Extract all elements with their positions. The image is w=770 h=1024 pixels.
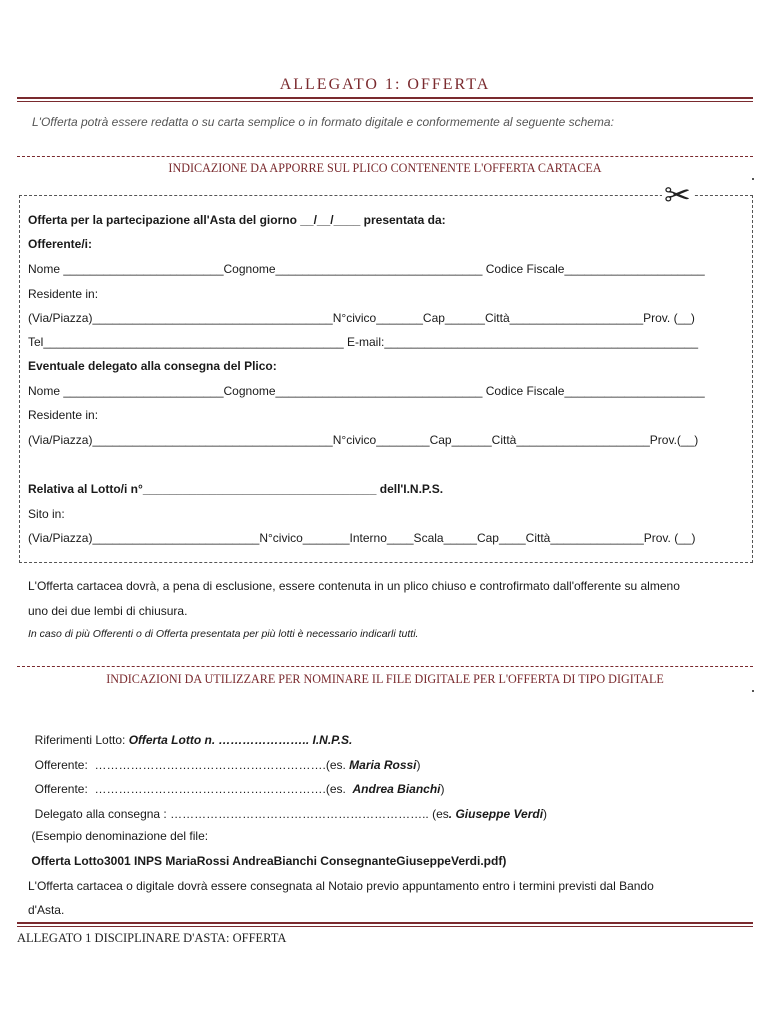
multiple-offers-note: In caso di più Offerenti o di Offerta presentata per più lotti è necessario indicarli tutti. — [28, 628, 419, 640]
offerente-contact-line: Tel_____________________________________________ E-mail:_______________________________________________ — [28, 335, 699, 349]
footer-rule-thin — [17, 926, 753, 927]
page-title: ALLEGATO 1: OFFERTA — [279, 76, 491, 93]
scissors-icon: ✂ — [664, 177, 691, 213]
section2-tick — [752, 690, 754, 692]
offerente-residence-label: Residente in: — [28, 287, 99, 301]
site-label: Sito in: — [28, 507, 65, 521]
delegate-address-line: (Via/Piazza)____________________________________N°civico________Cap______Città____________________Prov.(__) — [28, 433, 699, 447]
section1-tick — [752, 178, 754, 180]
offerente-example-2-name: Andrea Bianchi — [352, 782, 441, 796]
delegate-example-close: ) — [543, 807, 548, 821]
offerente-example-2 — [28, 768, 445, 796]
site-address-line: (Via/Piazza)_________________________N°civico_______Interno____Scala_____Cap____Città______________Prov. (__) — [28, 531, 696, 545]
offerente-example-2-label: Offerente: ………………………………………………….(es. — [34, 782, 353, 796]
section2-title: INDICAZIONI DA UTILIZZARE PER NOMINARE IL FILE DIGITALE PER L'OFFERTA DI TIPO DIGITALE — [106, 672, 664, 686]
section1-title: INDICAZIONE DA APPORRE SUL PLICO CONTENENTE L'OFFERTA CARTACEA — [168, 161, 602, 175]
delegate-example-label: Delegato alla consegna : ……………………………………………………….. (es — [34, 807, 449, 821]
offer-date-line: Offerta per la partecipazione all'Asta del giorno __/__/____ presentata da: — [28, 213, 446, 227]
delegate-residence-label: Residente in: — [28, 408, 99, 422]
delivery-note-1: L'Offerta cartacea o digitale dovrà essere consegnata al Notaio previo appuntamento entro i termini previsti dal Bando — [28, 879, 654, 893]
file-example-value: Offerta Lotto3001 INPS MariaRossi AndreaBianchi ConsegnanteGiuseppeVerdi.pdf) — [28, 854, 507, 868]
cut-out-box — [19, 195, 753, 563]
footer-rule-thick — [17, 922, 753, 924]
delegate-name-line: Nome ________________________Cognome_______________________________ Codice Fiscale_____________________ — [28, 384, 705, 398]
offerente-example-1-name: Maria Rossi — [349, 758, 417, 772]
offerente-name-line: Nome ________________________Cognome_______________________________ Codice Fiscale_____________________ — [28, 262, 705, 276]
section1-divider — [17, 156, 753, 157]
file-example-label: (Esempio denominazione del file: — [28, 829, 209, 843]
section2-divider — [17, 666, 753, 667]
delegate-label: Eventuale delegato alla consegna del Plico: — [28, 359, 277, 373]
delivery-note-2: d'Asta. — [28, 903, 65, 917]
lot-reference-label: Riferimenti Lotto: — [34, 733, 129, 747]
offerente-example-1-close: ) — [416, 758, 421, 772]
title-rule-thick — [17, 97, 753, 99]
lot-reference-value: Offerta Lotto n. ………………….. I.N.P.S. — [128, 733, 353, 747]
offerente-address-line: (Via/Piazza)____________________________________N°civico_______Cap______Città____________________Prov. (__) — [28, 311, 695, 325]
lot-reference-line — [28, 719, 352, 747]
intro-text: L'Offerta potrà essere redatta o su carta semplice o in formato digitale e conformemente al seguente schema: — [32, 115, 614, 129]
lot-line: Relativa al Lotto/i n°___________________________________ dell'I.N.P.S. — [28, 482, 444, 496]
paper-offer-note-1: L'Offerta cartacea dovrà, a pena di esclusione, essere contenuta in un plico chiuso e controfirmato dall'offerente su almeno — [28, 579, 680, 593]
offerente-example-2-close: ) — [440, 782, 445, 796]
delegate-example-name: . Giuseppe Verdi — [448, 807, 544, 821]
offerente-example-1-label: Offerente: ………………………………………………….(es. — [34, 758, 350, 772]
offerente-label: Offerente/i: — [28, 237, 93, 251]
title-rule-thin — [17, 101, 753, 102]
footer-text: ALLEGATO 1 DISCIPLINARE D'ASTA: OFFERTA — [17, 931, 287, 945]
paper-offer-note-2: uno dei due lembi di chiusura. — [28, 604, 188, 618]
delegate-example — [28, 793, 547, 821]
